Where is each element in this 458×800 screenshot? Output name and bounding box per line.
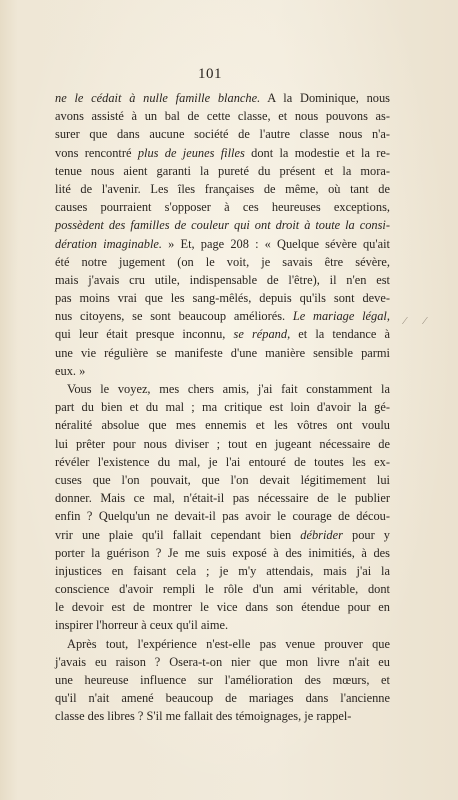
text-line bbox=[55, 616, 390, 634]
text-run: néralité absolue que mes ennemis et les vôtres ont voulu bbox=[55, 418, 390, 433]
text-line bbox=[55, 453, 390, 471]
text-line bbox=[55, 289, 390, 307]
text-run: une heureuse influence sur l'amélioration des mœurs, et bbox=[55, 673, 390, 687]
italic-run: débrider bbox=[300, 527, 343, 542]
italic-run: dération imaginable. bbox=[55, 236, 162, 251]
text-run: pour y bbox=[342, 527, 390, 542]
text-run: injustices en faisant cela ; je m'y attendais, mais j'ai la bbox=[55, 563, 390, 578]
text-run: enfin ? Quelqu'un ne devait-il pas avoir le courage de décou- bbox=[55, 509, 390, 524]
text-run: surer que dans aucune société de l'autre classe nous n'a- bbox=[55, 127, 390, 142]
text-run: qui leur était presque inconnu, bbox=[55, 327, 234, 342]
text-run: causes pourraient s'opposer à ces heureuses exceptions, bbox=[55, 200, 390, 215]
paragraph bbox=[55, 635, 390, 726]
text-run: une vie régulière se manifeste d'une manière sensible parmi bbox=[55, 345, 390, 360]
text-line bbox=[55, 325, 390, 343]
text-run: lui prêter pour nous diviser ; tout en jugeant nécessaire de bbox=[55, 436, 390, 451]
text-run: part du bien et du mal ; ma critique est loin d'avoir la gé- bbox=[55, 400, 390, 415]
italic-run: possèdent des familles de couleur qui ont droit à toute la consi- bbox=[55, 218, 390, 233]
text-run: avons assisté à un bal de cette classe, et nous pouvons as- bbox=[55, 109, 390, 124]
text-line bbox=[55, 471, 390, 489]
text-run: j'avais eu raison ? Osera-t-on nier que mon livre n'ait eu bbox=[55, 654, 390, 669]
text-run: inspirer l'horreur à ceux qu'il aime. bbox=[55, 618, 229, 633]
margin-mark: ⁄ bbox=[404, 315, 406, 327]
text-run: conscience d'avoir rempli le rôle d'un ami véritable, dont bbox=[55, 582, 390, 597]
text-line bbox=[55, 544, 390, 562]
text-line bbox=[55, 707, 390, 725]
text-run: tenue nous aient garanti la pureté du présent et la mora- bbox=[55, 163, 390, 178]
text-line bbox=[55, 144, 390, 162]
italic-run: ne le cédait à nulle famille blanche. bbox=[55, 91, 261, 105]
text-line bbox=[55, 216, 390, 234]
text-line bbox=[55, 562, 390, 580]
text-line bbox=[55, 580, 390, 598]
text-line bbox=[55, 416, 390, 434]
text-run: pas moins vrai que les sang-mêlés, depuis qu'ils sont deve- bbox=[55, 291, 390, 306]
text-line bbox=[55, 162, 390, 180]
italic-run: plus de jeunes filles bbox=[137, 145, 245, 160]
text-line bbox=[55, 435, 390, 453]
text-run: dont la modestie et la re- bbox=[244, 145, 390, 160]
text-run: révéler l'existence du mal, je l'ai entouré de toutes les ex- bbox=[55, 454, 390, 469]
text-line bbox=[55, 507, 390, 525]
italic-run: Le mariage légal bbox=[292, 309, 387, 324]
text-run: , bbox=[386, 309, 390, 324]
text-run: été notre jugement (on le voit, je savais être sévère, bbox=[55, 254, 390, 269]
text-line bbox=[55, 489, 390, 507]
text-run: Après tout, l'expérience n'est-elle pas venue prouver que bbox=[67, 636, 390, 651]
text-line bbox=[55, 398, 390, 416]
text-run: vrir une plaie qu'il fallait cependant bien bbox=[55, 527, 301, 542]
text-run: » Et, page 208 : « Quelque sévère qu'ait bbox=[162, 236, 390, 251]
text-line bbox=[55, 253, 390, 271]
text-run: le devoir est de montrer le vice dans son étendue pour en bbox=[55, 600, 390, 615]
text-run: nus citoyens, se sont beaucoup améliorés. bbox=[55, 309, 293, 324]
text-run: qu'il n'ait amené beaucoup de mariages dans l'ancienne bbox=[55, 691, 390, 706]
text-line bbox=[55, 89, 390, 107]
text-run: porter la guérison ? Je me suis exposé à des inimitiés, à des bbox=[55, 545, 390, 560]
text-run: eux. » bbox=[55, 363, 86, 378]
paragraph bbox=[55, 380, 390, 635]
text-run: vons rencontré bbox=[55, 145, 138, 160]
text-line bbox=[55, 307, 390, 325]
text-run: mais j'avais cru utile, indispensable de l'être), il n'en est bbox=[55, 272, 390, 287]
text-run: A la Dominique, nous bbox=[260, 91, 391, 105]
paragraph bbox=[55, 89, 390, 380]
margin-mark: ⁄ bbox=[424, 315, 426, 327]
text-line bbox=[55, 235, 390, 253]
text-line bbox=[55, 653, 390, 671]
text-line bbox=[55, 344, 390, 362]
text-line bbox=[55, 362, 390, 380]
italic-run: se répand bbox=[233, 327, 288, 342]
text-line bbox=[55, 671, 390, 689]
text-run: cuses que l'on pouvait, que l'on devait légitimement lui bbox=[55, 472, 390, 487]
text-line bbox=[55, 526, 390, 544]
text-line bbox=[55, 107, 390, 125]
text-run: , et la tendance à bbox=[287, 327, 390, 342]
text-run: Vous le voyez, mes chers amis, j'ai fait constamment la bbox=[67, 382, 390, 396]
body-text bbox=[55, 89, 390, 726]
text-run: lité de l'avenir. Les îles françaises de même, où tant de bbox=[55, 181, 390, 196]
text-line bbox=[55, 380, 390, 398]
text-line bbox=[55, 125, 390, 143]
text-run: classe des libres ? S'il me fallait des témoignages, je rappel- bbox=[55, 709, 352, 724]
text-run: donner. Mais ce mal, n'était-il pas nécessaire de le publier bbox=[55, 491, 390, 506]
page-number: 101 bbox=[198, 66, 222, 82]
text-line bbox=[55, 635, 390, 653]
text-line bbox=[55, 198, 390, 216]
text-line bbox=[55, 598, 390, 616]
text-line bbox=[55, 180, 390, 198]
text-line bbox=[55, 271, 390, 289]
text-line bbox=[55, 689, 390, 707]
